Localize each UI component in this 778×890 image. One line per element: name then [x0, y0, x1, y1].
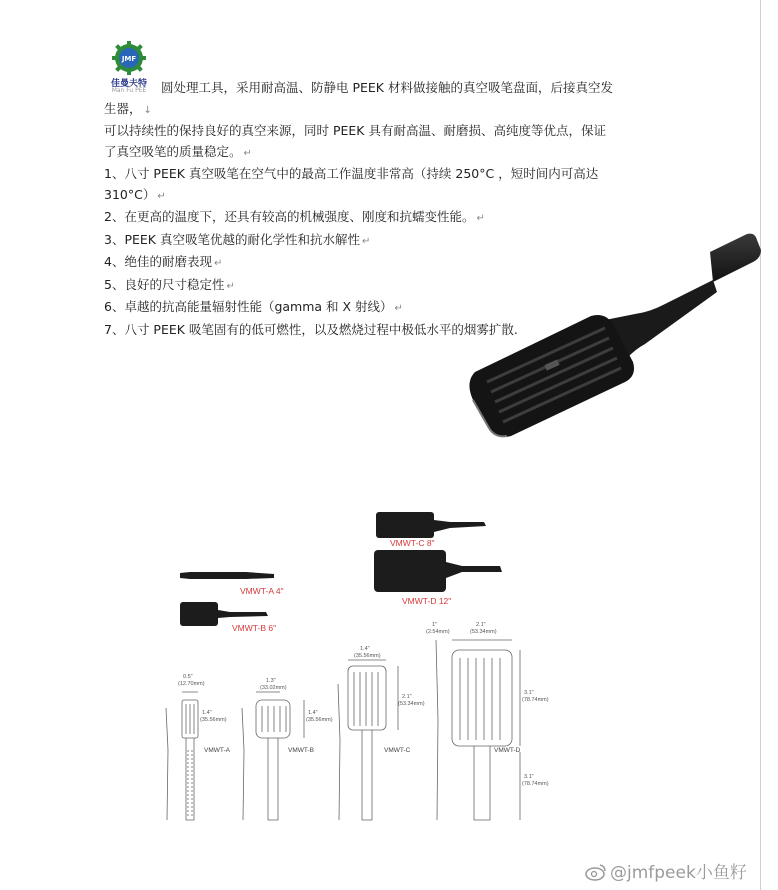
intro-line2: 生器， ↓: [104, 100, 152, 116]
dim-c-width: 1.4": [360, 646, 370, 652]
logo-name-en: Man Fu PEE: [111, 87, 147, 94]
item-2: 2、在更高的温度下，还具有较高的机械强度、刚度和抗蠕变性能。 ↵: [104, 209, 485, 224]
pen-c-head: [376, 512, 434, 538]
dim-a-len-mm: (35.56mm): [200, 717, 227, 723]
label-vmwt-b: VMWT-B 6": [232, 623, 277, 633]
dim-a-width: 0.5": [183, 674, 193, 680]
item-4: 4、绝佳的耐磨表现 ↵: [104, 254, 223, 269]
pen-b-head: [180, 602, 218, 626]
item-1-line1: 1、八寸 PEEK 真空吸笔在空气中的最高工作温度非常高（持续 250°C ，短时间内可高达: [104, 166, 599, 181]
product-drawing: [150, 500, 570, 830]
name-vmwt-b: VMWT-B: [288, 747, 314, 754]
dim-a-width-mm: (12.70mm): [178, 681, 205, 687]
dim-d-thick: 1": [432, 622, 438, 628]
pen-d-head: [374, 550, 446, 592]
intro-line1: 圆处理工具，采用耐高温、防静电 PEEK 材料做接触的真空吸笔盘面，后接真空发: [161, 80, 613, 95]
logo-name-cn: 佳曼夫特: [110, 79, 147, 89]
dim-c-len: 2.1": [402, 694, 412, 700]
gear-logo-icon: [100, 40, 158, 80]
weibo-watermark: @jmfpeek小鱼籽: [585, 858, 747, 883]
dim-d-len2: 3.1": [524, 774, 534, 780]
weibo-icon: [585, 863, 607, 881]
dim-b-len-mm: (35.56mm): [306, 717, 333, 723]
vacuum-pen-photo: [455, 232, 775, 442]
dim-b-len: 1.4": [308, 710, 318, 716]
svg-text:JMF: JMF: [121, 55, 137, 63]
item-3: 3、PEEK 真空吸笔优越的耐化学性和抗水解性 ↵: [104, 231, 371, 247]
dim-c-width-mm: (35.56mm): [354, 653, 381, 659]
para2-line1: 可以持续性的保持良好的真空来源，同时 PEEK 具有耐高温、耐磨损、高纯度等优点，保证: [104, 123, 606, 138]
pen-a: [180, 572, 274, 579]
dim-b-width: 1.3": [266, 678, 276, 684]
item-7: 7、八寸 PEEK 吸笔固有的低可燃性，以及燃烧过程中极低水平的烟雾扩散.: [104, 321, 518, 337]
item-5: 5、良好的尺寸稳定性 ↵: [104, 276, 235, 292]
dim-d-thick-mm: (2.54mm): [426, 629, 450, 635]
name-vmwt-a: VMWT-A: [204, 747, 230, 754]
label-vmwt-d: VMWT-D 12": [402, 596, 452, 606]
dim-a-len: 1.4": [202, 710, 212, 716]
dim-d-width-mm: (53.34mm): [470, 629, 497, 635]
page-border: [760, 0, 761, 890]
dim-d-len2-mm: (78.74mm): [522, 781, 549, 787]
dim-d-len: 3.1": [524, 690, 534, 696]
label-vmwt-a: VMWT-A 4": [240, 586, 284, 596]
dim-d-len-mm: (78.74mm): [522, 697, 549, 703]
name-vmwt-c: VMWT-C: [384, 747, 411, 754]
dim-d-width: 2.1": [476, 622, 486, 628]
para2-line2: 了真空吸笔的质量稳定。 ↵: [104, 143, 252, 159]
dim-c-len-mm: (53.34mm): [398, 701, 425, 707]
item-6: 6、卓越的抗高能量辐射性能（gamma 和 X 射线） ↵: [104, 299, 403, 314]
name-vmwt-d: VMWT-D: [494, 747, 521, 754]
item-1-line2: 310°C） ↵: [104, 186, 166, 202]
dim-b-width-mm: (33.02mm): [260, 685, 287, 691]
label-vmwt-c: VMWT-C 8": [390, 538, 435, 548]
